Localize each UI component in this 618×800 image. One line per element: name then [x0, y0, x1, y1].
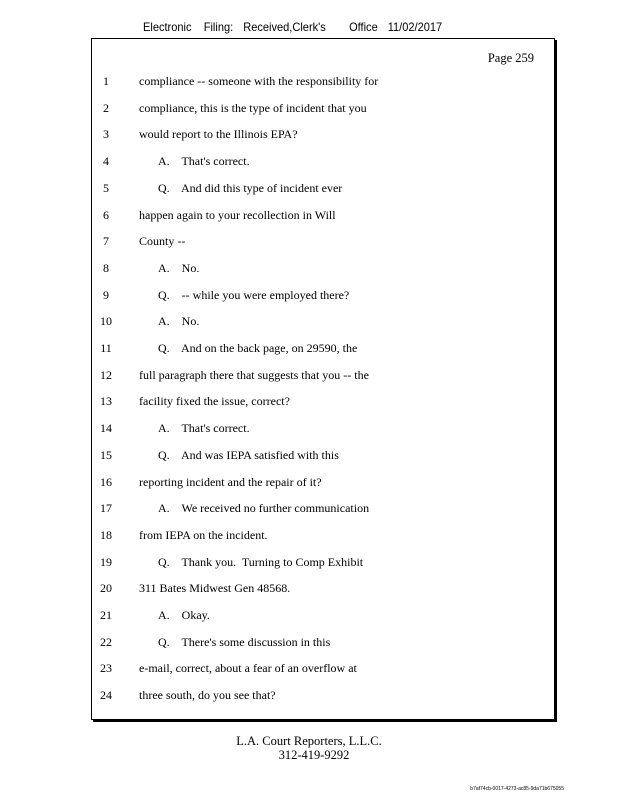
line-number: 17	[100, 501, 112, 516]
line-text: Q. And on the back page, on 29590, the	[158, 341, 358, 355]
line-text: 311 Bates Midwest Gen 48568.	[139, 581, 291, 596]
line-number: 19	[100, 554, 112, 569]
line-text: facility fixed the issue, correct?	[139, 394, 290, 409]
line-number: 6	[103, 207, 109, 222]
transcript-line	[0, 419, 618, 437]
line-text: County --	[139, 234, 186, 249]
footer-company: L.A. Court Reporters, L.L.C.	[236, 734, 382, 748]
transcript-line	[0, 366, 618, 384]
transcript-line	[0, 606, 618, 624]
line-number: 9	[103, 287, 109, 302]
transcript-line	[0, 553, 618, 571]
line-text: A. We received no further communication	[158, 501, 370, 516]
line-number: 2	[103, 100, 109, 115]
line-text: compliance -- someone with the responsibility for	[139, 74, 379, 88]
header-date: 11/02/2017	[387, 20, 443, 34]
transcript-line	[0, 312, 618, 330]
transcript-line	[0, 232, 618, 250]
line-number: 3	[103, 127, 109, 142]
line-number: 16	[100, 474, 112, 489]
transcript-line	[0, 179, 618, 197]
line-number: 13	[100, 394, 112, 409]
line-text: A. That's correct.	[158, 154, 250, 169]
line-number: 22	[100, 634, 112, 649]
transcript-line	[0, 72, 618, 90]
transcript-line	[0, 686, 618, 704]
line-number: 1	[103, 74, 109, 88]
transcript-line	[0, 473, 618, 491]
line-number: 23	[100, 661, 112, 676]
transcript-line	[0, 99, 618, 117]
line-number: 15	[100, 447, 112, 462]
line-number: 24	[100, 688, 112, 703]
line-text: Q. Thank you. Turning to Comp Exhibit	[158, 554, 364, 569]
transcript-line	[0, 392, 618, 410]
header-filing: Filing:	[203, 20, 234, 34]
transcript-line	[0, 286, 618, 304]
line-text: e-mail, correct, about a fear of an overflow at	[139, 661, 357, 676]
transcript-line	[0, 633, 618, 651]
line-text: compliance, this is the type of incident that you	[139, 100, 367, 115]
line-number: 21	[100, 608, 112, 622]
line-number: 8	[103, 260, 109, 275]
line-number: 12	[100, 367, 112, 382]
line-text: full paragraph there that suggests that you -- the	[139, 367, 369, 382]
page-number: Page 259	[487, 51, 534, 65]
line-number: 5	[103, 180, 109, 195]
line-text: Q. There's some discussion in this	[158, 634, 331, 649]
line-text: Q. -- while you were employed there?	[158, 287, 350, 302]
line-text: from IEPA on the incident.	[139, 527, 268, 542]
header-received: Received,Clerk's	[243, 20, 326, 34]
line-number: 10	[100, 314, 112, 329]
transcript-line	[0, 259, 618, 277]
line-number: 18	[100, 527, 112, 542]
document-hash: b7af74cb-0017-4273-ac85-9da71b675055	[470, 786, 564, 792]
line-text: happen again to your recollection in Will	[139, 207, 336, 222]
line-number: 4	[103, 154, 109, 169]
line-text: Q. And was IEPA satisfied with this	[158, 447, 339, 462]
line-number: 14	[100, 421, 112, 436]
transcript-line	[0, 152, 618, 170]
line-number: 20	[100, 581, 112, 596]
header-electronic: Electronic	[143, 20, 192, 34]
line-text: reporting incident and the repair of it?	[139, 474, 322, 489]
filing-header	[143, 20, 442, 34]
transcript-line	[0, 579, 618, 597]
footer	[0, 734, 618, 762]
line-text: A. No.	[158, 260, 200, 275]
transcript-line	[0, 526, 618, 544]
line-text: Q. And did this type of incident ever	[158, 180, 343, 195]
line-text: three south, do you see that?	[139, 688, 276, 703]
transcript-line	[0, 499, 618, 517]
header-office: Office	[349, 20, 378, 34]
transcript-line	[0, 125, 618, 143]
line-text: would report to the Illinois EPA?	[139, 127, 298, 142]
transcript-line	[0, 659, 618, 677]
line-number: 7	[103, 234, 109, 249]
transcript-line	[0, 446, 618, 464]
transcript-line	[0, 339, 618, 357]
line-text: A. No.	[158, 314, 200, 329]
line-text: A. That's correct.	[158, 421, 250, 436]
footer-phone: 312-419-9292	[278, 748, 350, 762]
line-number: 11	[100, 341, 112, 355]
line-text: A. Okay.	[158, 608, 210, 622]
transcript-line	[0, 206, 618, 224]
